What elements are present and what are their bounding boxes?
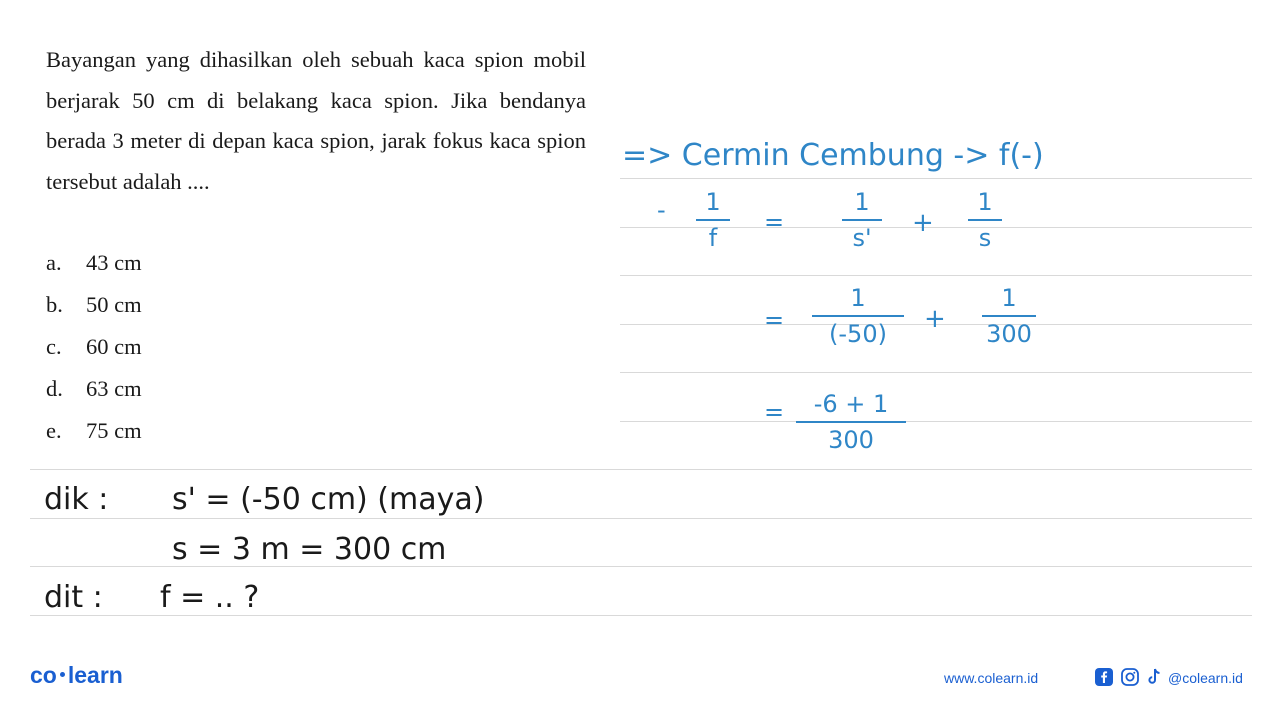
given-s-prime: s' = (-50 cm) (maya) (172, 482, 485, 517)
instagram-icon[interactable] (1120, 667, 1140, 687)
fraction-1-over-f (696, 188, 730, 252)
plus-sign: + (912, 208, 934, 238)
plus-sign: + (924, 304, 946, 334)
fraction-bar (812, 315, 904, 317)
option-e: e. 75 cm (46, 418, 142, 443)
fraction-denominator: f (708, 224, 718, 252)
fraction-denominator: (-50) (829, 320, 887, 348)
option-b: b. 50 cm (46, 292, 142, 317)
option-d: d. 63 cm (46, 376, 142, 401)
fraction-numerator: 1 (854, 188, 870, 216)
given-s: s = 3 m = 300 cm (172, 532, 447, 567)
equals-sign: = (764, 208, 785, 236)
fraction-1-over-s-prime (842, 188, 882, 252)
colearn-logo[interactable]: co learn (30, 662, 123, 688)
asked-label: dit : (44, 580, 103, 615)
logo-dot (60, 672, 65, 677)
ruled-line (620, 275, 1252, 276)
solution-heading: => Cermin Cembung -> f(-) (622, 138, 1044, 173)
question-text: Bayangan yang dihasilkan oleh sebuah kaca spion mobil berjarak 50 cm di belakang kaca spion. Jika bendanya berada 3 meter di depan kaca spion, jarak fokus kaca spion tersebut adalah .... (46, 47, 586, 194)
fraction-1-over-s (968, 188, 1002, 252)
fraction-bar (842, 219, 882, 221)
fraction-denominator: 300 (828, 426, 874, 454)
fraction-bar (968, 219, 1002, 221)
ruled-line (620, 372, 1252, 373)
social-handle[interactable]: @colearn.id (1168, 670, 1243, 686)
fraction-1-over-minus-50 (812, 284, 904, 348)
option-a: a. 43 cm (46, 250, 142, 275)
lhs-sign: - (657, 196, 666, 224)
fraction-denominator: s (978, 224, 992, 252)
ruled-line (620, 178, 1252, 179)
fraction-denominator: s' (852, 224, 872, 252)
website-link[interactable]: www.colearn.id (944, 670, 1039, 686)
facebook-icon[interactable] (1094, 667, 1114, 687)
given-label: dik : (44, 482, 109, 517)
fraction-minus-6-plus-1-over-300 (796, 390, 906, 454)
fraction-numerator: 1 (850, 284, 866, 312)
fraction-numerator: 1 (977, 188, 993, 216)
option-c: c. 60 cm (46, 334, 142, 359)
fraction-denominator: 300 (986, 320, 1032, 348)
fraction-numerator: 1 (1001, 284, 1017, 312)
ruled-line (620, 421, 1252, 422)
equals-sign: = (764, 398, 785, 426)
ruled-line (30, 518, 1252, 519)
asked-f: f = .. ? (160, 580, 260, 615)
fraction-numerator: -6 + 1 (813, 390, 889, 418)
fraction-bar (696, 219, 730, 221)
fraction-1-over-300 (982, 284, 1036, 348)
tiktok-icon[interactable] (1144, 667, 1164, 687)
ruled-line (30, 469, 1252, 470)
fraction-bar (796, 421, 906, 423)
ruled-line (30, 615, 1252, 616)
equals-sign: = (764, 306, 785, 334)
fraction-bar (982, 315, 1036, 317)
fraction-numerator: 1 (705, 188, 721, 216)
